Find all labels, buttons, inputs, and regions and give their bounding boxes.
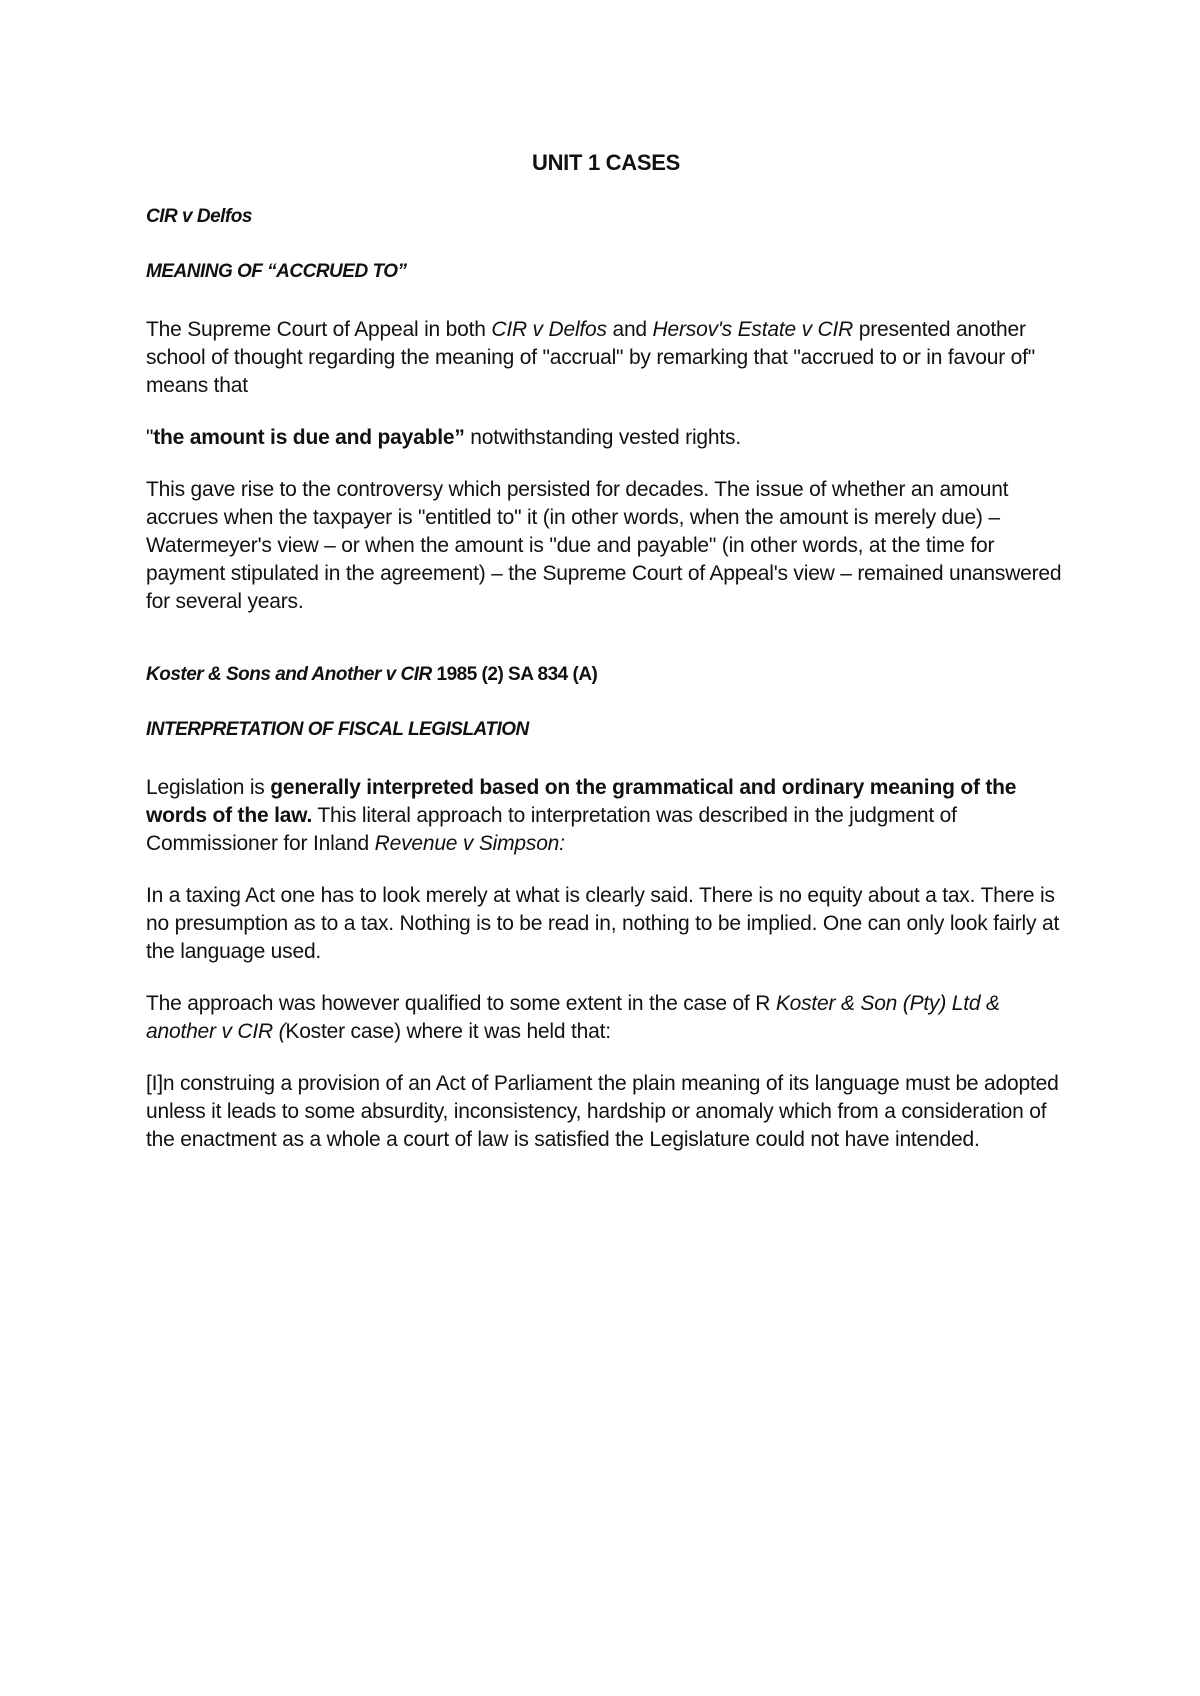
paragraph-literal-approach: Legislation is generally interpreted based on the grammatical and ordinary meaning of the words of the law. This literal approach to interpretation was described in the judgment of Commissioner for Inland Revenue v Simpson: <box>146 776 1017 855</box>
paragraph-taxing-act-quote: In a taxing Act one has to look merely at what is clearly said. There is no equity about a tax. There is no presumption as to a tax. Nothing is to be read in, nothing to be implied. One can only look fairly at the language used. <box>146 884 1060 963</box>
paragraph-koster-qualification: The approach was however qualified to some extent in the case of R Koster & Son (Pty) Ltd & another v CIR (Koster case) where it was held that: <box>146 992 1000 1043</box>
case-heading-delfos: CIR v Delfos <box>146 206 252 227</box>
paragraph-due-and-payable: "the amount is due and payable” notwithstanding vested rights. <box>146 426 741 449</box>
subheading-fiscal-legislation: INTERPRETATION OF FISCAL LEGISLATION <box>146 719 529 740</box>
document-body <box>146 150 1066 1178</box>
paragraph-controversy: This gave rise to the controversy which persisted for decades. The issue of whether an amount accrues when the taxpayer is "entitled to" it (in other words, when the amount is merely due) – Watermeyer's view – or when the amount is "due and payable" (in other words, at the time for payment stipulated in the agreement) – the Supreme Court of Appeal's view – remained unanswered for several years. <box>146 478 1062 613</box>
case-heading-koster: Koster & Sons and Another v CIR 1985 (2) SA 834 (A) <box>146 664 598 685</box>
paragraph-plain-meaning-quote: [I]n construing a provision of an Act of Parliament the plain meaning of its language must be adopted unless it leads to some absurdity, inconsistency, hardship or anomaly which from a consideration of the enactment as a whole a court of law is satisfied the Legislature could not have intended. <box>146 1072 1059 1151</box>
subheading-accrued-to: MEANING OF “ACCRUED TO” <box>146 261 407 282</box>
paragraph-accrual-meaning: The Supreme Court of Appeal in both CIR v Delfos and Hersov's Estate v CIR presented another school of thought regarding the meaning of "accrual" by remarking that "accrued to or in favour of" means that <box>146 318 1036 397</box>
document-title: UNIT 1 CASES <box>532 150 680 175</box>
